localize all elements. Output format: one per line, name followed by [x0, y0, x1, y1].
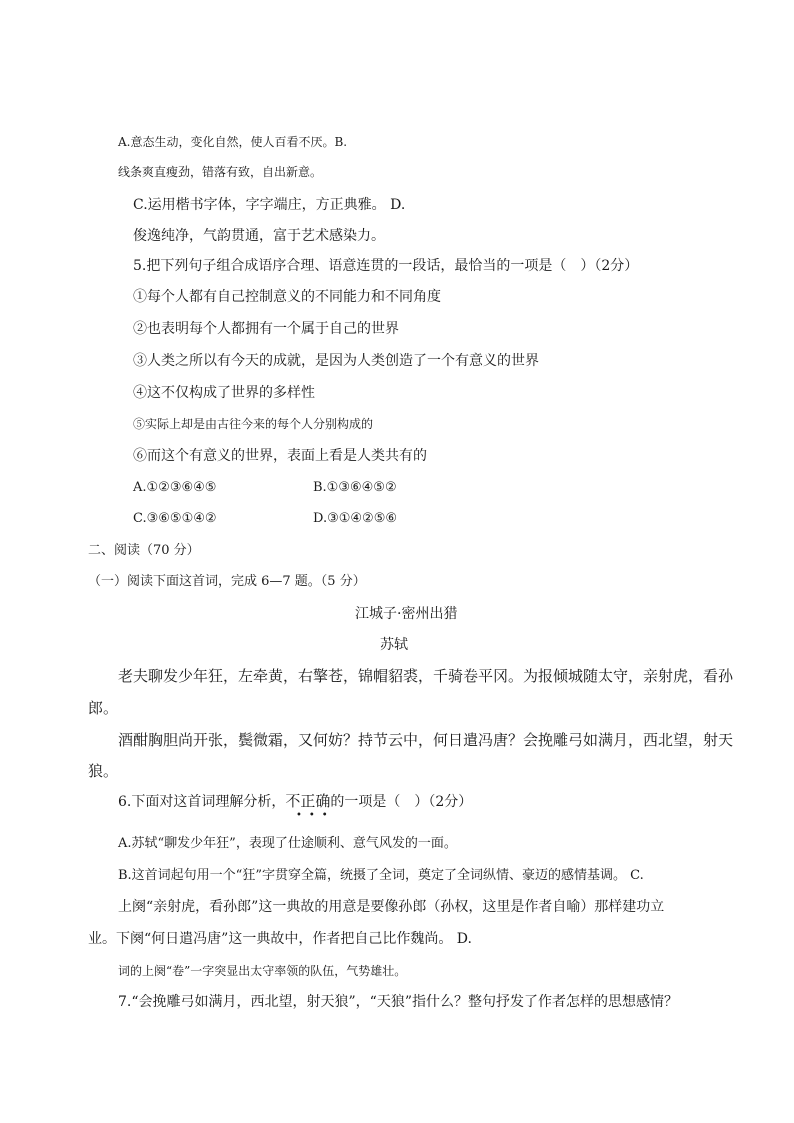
q5-sentence-1: ①每个人都有自己控制意义的不同能力和不同角度	[133, 289, 441, 305]
poem-author: 苏轼	[380, 637, 408, 653]
section-heading: 二、阅读（70 分）	[88, 543, 200, 558]
q7-stem: 7.“会挽雕弓如满月，西北望，射天狼”，“天狼”指什么？整句抒发了作者怎样的思想感情？	[118, 994, 678, 1010]
q5-sentence-3: ③人类之所以有今天的成就，是因为人类创造了一个有意义的世界	[133, 353, 539, 369]
q6-stem-pre: 6.下面对这首词理解分析，	[118, 794, 286, 810]
poem-title: 江城子·密州出猎	[355, 606, 458, 622]
q6-stem	[118, 794, 472, 809]
q5-option-c: C.③⑥⑤①④②	[133, 511, 217, 526]
q6-option-c-text-cont: 业。下阕“何日遣冯唐”这一典故中，作者把自己比作魏尚。 D.	[88, 931, 472, 947]
poem-line-1-cont: 郎。	[88, 699, 119, 717]
q6-option-d-text: 词的上阕“卷”一字突显出太守率领的队伍，气势雄壮。	[118, 964, 407, 978]
q6-stem-emphasis: 不正确	[285, 792, 331, 810]
q6-option-b: B.这首词起句用一个“狂”字贯穿全篇，统摄了全词，奠定了全词纵情、豪迈的感情基调。 C.	[118, 868, 644, 883]
q5-sentence-5: ⑤实际上却是由古往今来的每个人分别构成的	[133, 417, 374, 431]
q5-sentence-2: ②也表明每个人都拥有一个属于自己的世界	[133, 321, 399, 337]
q4-option-b-text: 线条爽直瘦劲，错落有致，自出新意。	[118, 165, 323, 179]
emphasis-dots: •••	[296, 810, 335, 821]
part-heading: （一）阅读下面这首词，完成 6—7 题。（5 分）	[88, 574, 366, 589]
q5-sentence-4: ④这不仅构成了世界的多样性	[133, 385, 315, 401]
q5-sentence-6: ⑥而这个有意义的世界，表面上看是人类共有的	[133, 448, 427, 464]
q5-option-d: D.③①④②⑤⑥	[313, 511, 398, 526]
q5-option-b: B.①③⑥④⑤②	[313, 480, 397, 495]
q6-option-c-text: 上阕“亲射虎，看孙郎”这一典故的用意是要像孙郎（孙权，这里是作者自喻）那样建功立	[118, 899, 665, 915]
q6-option-a: A.苏轼“聊发少年狂”，表现了仕途顺利、意气风发的一面。	[118, 836, 457, 851]
poem-line-2-cont: 狼。	[88, 762, 119, 780]
q4-option-d-text: 俊逸纯净，气韵贯通，富于艺术感染力。	[133, 228, 385, 244]
poem-line-2: 酒酣胸胆尚开张，鬓微霜，又何妨？持节云中，何日遣冯唐？会挽雕弓如满月，西北望，射天	[118, 731, 734, 749]
poem-line-1: 老夫聊发少年狂，左牵黄，右擎苍，锦帽貂裘，千骑卷平冈。为报倾城随太守，亲射虎，看孙	[118, 667, 734, 685]
q4-option-a: A.意态生动，变化自然，使人百看不厌。B.	[118, 135, 348, 149]
q4-option-c: C.运用楷书字体，字字端庄，方正典雅。 D.	[133, 197, 406, 213]
q6-stem-post: 的一项是（ ）（2分）	[330, 794, 473, 810]
q5-option-a: A.①②③⑥④⑤	[133, 480, 217, 495]
q5-stem: 5.把下列句子组合成语序合理、语意连贯的一段话，最恰当的一项是（ ）（2分）	[133, 258, 639, 274]
